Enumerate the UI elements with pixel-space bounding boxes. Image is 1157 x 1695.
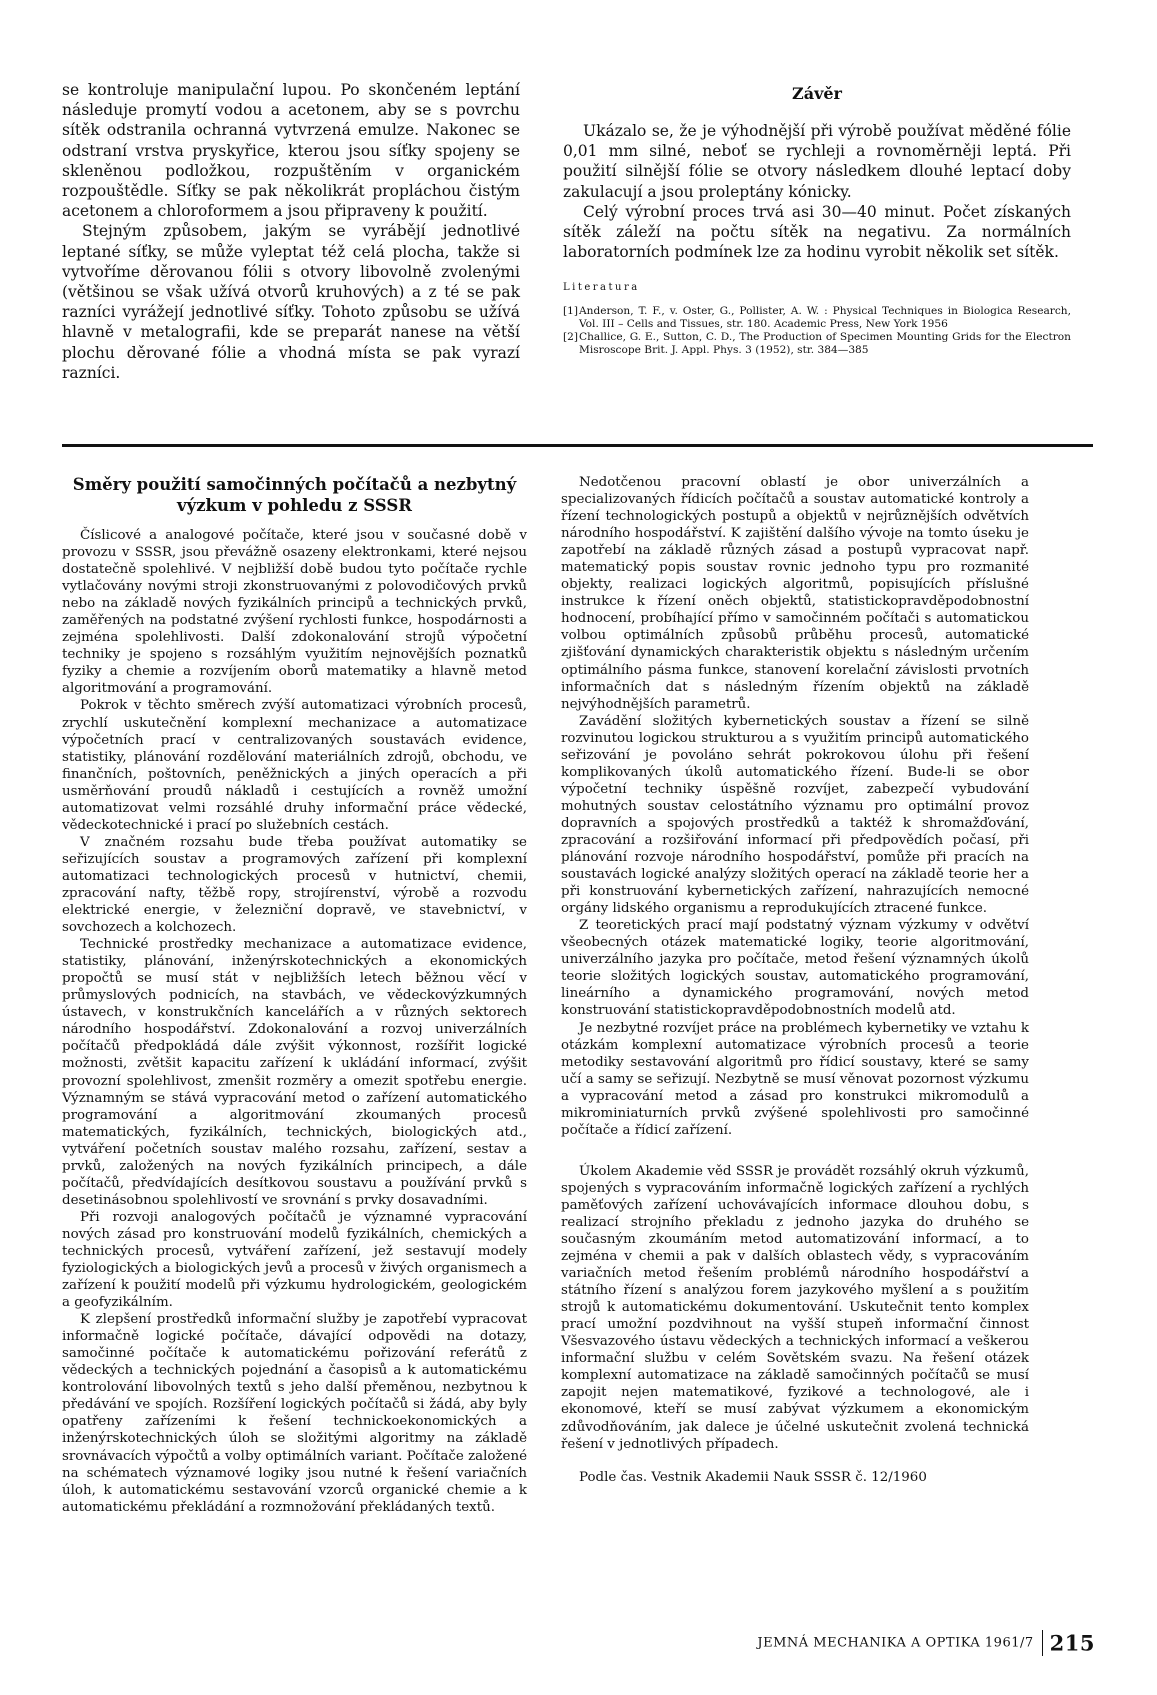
paragraph: Zavádění složitých kybernetických soustav a řízení se silně rozvinutou logickou strukturou a s využitím principů automatického seřizování je povoláno sehrát pokrokovou úlohu při řešení komplikovaných úkolů automatického řízení. Bude-li se obor výpočetní techniky úspěšně rozvíjet, zabezpečí vybudování mohutných soustav celostátního významu pro optimální provoz dopravních a spojových prostředků a taktéž k shromažďování, zpracování a rozšiřování informací při předpovědích počasí, při plánování rozvoje národního hospodářství, pomůže při pracích na soustavách logické analýzy složitých operací na základě teorie her a při konstruování kybernetických zařízení, nahrazujících nemocné orgány lidského organismu a reprodukujících ztracené funkce. bbox=[561, 713, 1029, 917]
paragraph: Při rozvoji analogových počítačů je významné vypracování nových zásad pro konstruování modelů fyzikálních, chemických a technických procesů, vytváření zařízení, jež sestavují modely fyziologických a biologických jevů a procesů v živých organismech a zařízení k použití modelů při výzkumu hydrologickém, geologickém a geofyzikálním. bbox=[62, 1209, 527, 1311]
reference-number: [1] bbox=[563, 305, 579, 318]
reference-text: Anderson, T. F., v. Oster, G., Pollister, A. W. : Physical Techniques in Biologica Research, Vol. III – Cells and Tissues, str. 180. Academic Press, New York 1956 bbox=[579, 305, 1071, 331]
reference-item bbox=[563, 305, 1071, 331]
paragraph: K zlepšení prostředků informační služby je zapotřebí vypracovat informačně logické počítače, dávající odpovědi na dotazy, samočinné počítače k automatickému pořizování referátů z vědeckých a technických pojednání a časopisů a k automatickému kontrolování libovolných textů s jeho další přeměnou, nezbytnou k předávání ve spojích. Rozšíření logických počítačů si žádá, aby byly opatřeny zařízeními k řešení technickoekonomických a inženýrskotechnických úloh se složitými algoritmy na základě srovnávacích výpočtů a volby optimálních variant. Počítače založené na schématech významové logiky jsou nutné k řešení variačních úloh, k automatickému sestavování vzorců organické chemie a k automatickému překládání a rozmnožování překládaných textů. bbox=[62, 1312, 527, 1515]
paragraph: V značném rozsahu bude třeba používat automatiky se seřizujících soustav a programových zařízení při komplexní automatizaci technologických procesů v hutnictví, chemii, zpracování nafty, těžbě ropy, strojírenství, výrobě a rozvodu elektrické energie, v železniční dopravě, ve stavebnictví, v sovchozech a kolchozech. bbox=[62, 834, 527, 936]
footer-separator bbox=[1042, 1630, 1043, 1656]
paragraph: Ukázalo se, že je výhodnější při výrobě používat měděné fólie 0,01 mm silné, neboť se rychleji a rovnoměrněji leptá. Při použití silnější fólie se otvory následkem dlouhé leptací doby zakulacují a jsou proleptány kónicky. bbox=[563, 122, 1071, 201]
paragraph: Je nezbytné rozvíjet práce na problémech kybernetiky ve vztahu k otázkám komplexní automatizace výrobních procesů a teorie metodiky sestavování algoritmů pro řídicí soustavy, které se samy učí a samy se seřizují. Nezbytně se musí věnovat pozornost výzkumu a vypracování metod a zásad pro konstrukci mikromodulů a mikrominiaturních prvků zvýšené spolehlivosti pro samočinné počítače a řídicí zařízení. bbox=[561, 1020, 1029, 1138]
paragraph: Z teoretických prací mají podstatný význam výzkumy v odvětví všeobecných otázek matematické logiky, teorie algoritmování, univerzálního jazyka pro počítače, metod řešení významných úkolů teorie složitých logických soustav, automatického programování, lineárního a dynamického programování, nových metod konstruování statistickopravděpodobnostních modelů atd. bbox=[561, 918, 1029, 1019]
literature-label: Literatura bbox=[563, 282, 640, 294]
paragraph: Stejným způsobem, jakým se vyrábějí jednotlivé leptané síťky, se může vyleptat též celá plocha, takže si vytvoříme děrovanou fólii s otvory libovolně zvolenými (většinou se však užívá otvorů kruhových) a z té se pak razníci vyrážejí jednotlivé síťky. Tohoto způsobu se užívá hlavně v metalografii, kde se preparát nanese na větší plochu děrované fólie a vhodná místa se pak vyrazí razníci. bbox=[62, 222, 520, 382]
paragraph: se kontroluje manipulační lupou. Po skončeném leptání následuje promytí vodou a acetonem, aby se s povrchu sítěk odstranila ochranná vytvrzená emulze. Nakonec se odstraní vrstva pryskyřice, kterou jsou síťky spojeny se skleněnou podložkou, rozpuštěním v organickém rozpouštědle. Síťky se pak několikrát propláchou čistým acetonem a chloroformem a jsou připraveny k použití. bbox=[62, 81, 520, 221]
conclusion-section bbox=[563, 84, 1071, 357]
article-right-column bbox=[561, 474, 1029, 1486]
page-number: 215 bbox=[1049, 1630, 1095, 1656]
paragraph: Pokrok v těchto směrech zvýší automatizaci výrobních procesů, zrychlí uskutečnění komplexní mechanizace a automatizace výpočetních prací v centralizovaných soustavách evidence, statistiky, plánování rozdělování materiálních zdrojů, obchodu, ve finančních, poštovních, peněžnických a jiných operacích a při usměrňování proudů nákladů i cestujících a rovněž umožní automatizovat velmi rozsáhlé druhy informační práce vědecké, vědeckotechnické i prací po služebních cestách. bbox=[62, 698, 527, 833]
reference-item bbox=[563, 331, 1071, 357]
reference-number: [2] bbox=[563, 331, 579, 344]
top-left-column bbox=[62, 80, 520, 383]
paragraph: Technické prostředky mechanizace a automatizace evidence, statistiky, plánování, inženýrskotechnických a ekonomických propočtů se musí stát v nejbližších letech běžnou věcí v průmyslových podnicích, na stavbách, ve vědeckovýzkumných ústavech, v konstrukčních kancelářích a v různých sektorech národního hospodářství. Zdokonalování a rozvoj univerzálních počítačů předpokládá dále zvýšit výkonnost, rozšířit logické možnosti, zvětšit kapacitu zařízení k ukládání informací, zvýšit provozní spolehlivost, zmenšit rozměry a omezit spotřebu energie. Významným se stává vypracování metod o zařízení automatického programování a algoritmování zkoumaných procesů matematických, fyzikálních, technických, biologických atd., vytváření početních soustav malého rozsahu, zařízení, sestav a prvků, založených na nových fyzikálních principech, a dále počítačů, předvídajících desítkovou soustavu a používání prvků s desetinásobnou spolehlivostí ve srovnání s prvky dosavadními. bbox=[62, 937, 527, 1208]
paragraph: Úkolem Akademie věd SSSR je provádět rozsáhlý okruh výzkumů, spojených s vypracováním informačně logických zařízení a rychlých paměťových zařízení uchovávajících informace dlouhou dobu, s realizací strojního překladu z jednoho jazyka do druhého se současným zkoumáním metod automatizování informací, a to zejména v chemii a pak v dalších oblastech vědy, s vypracováním variačních metod řešením problémů národního hospodářství a státního řízení s analýzou forem jazykového myšlení a s použitím strojů k automatickému dokumentování. Uskutečnit tento komplex prací umožní pozdvihnout na vyšší stupeň informační činnost Všesvazového ústavu vědeckých a technických informací a veškerou informační službu v celém Sovětském svazu. Na řešení otázek komplexní automatizace na základě samočinných počítačů se musí zapojit nejen matematikové, fyzikové a technologové, ale i ekonomové, kteří se musí zabývat výzkumem a ekonomickým zdůvodňováním, jak dalece je účelné uskutečnit zvolená technická řešení v jednotlivých případech. bbox=[561, 1163, 1029, 1452]
section-divider bbox=[62, 444, 1093, 447]
page-footer bbox=[757, 1630, 1095, 1656]
section-title: Závěr bbox=[792, 84, 842, 103]
paragraph: Nedotčenou pracovní oblastí je obor univerzálních a specializovaných řídicích počítačů a soustav automatické kontroly a řízení technologických postupů a objektů v nejrůznějších odvětvích národního hospodářství. K zajištění dalšího vývoje na tomto úseku je zapotřebí na základě různých zásad a postupů vypracovat např. matematický popis soustav rovnic jednoho typu pro rozmanité objekty, realizaci logických algoritmů, popisujících příslušné instrukce k řízení oněch objektů, statistickopravděpodobnostní hodnocení, probíhající přímo v samočinném počítači s automatickou volbou optimálních způsobů průběhu procesů, automatické zjišťování dynamických charakteristik objektu s následným určením optimálního pásma funkce, stanovení korelační závislosti prvotních informačních dat s následným řízením objektů na základě nejvýhodnějších parametrů. bbox=[561, 475, 1029, 712]
source-note: Podle čas. Vestnik Akademii Nauk SSSR č. 12/1960 bbox=[579, 1469, 927, 1485]
article-left-column bbox=[62, 474, 527, 1516]
article-title: Směry použití samočinných počítačů a nezbytný výzkum v pohledu z SSSR bbox=[72, 475, 517, 515]
reference-text: Challice, G. E., Sutton, C. D., The Production of Specimen Mounting Grids for the Electron Misroscope Brit. J. Appl. Phys. 3 (1952), str. 384—385 bbox=[579, 331, 1071, 357]
paragraph: Celý výrobní proces trvá asi 30—40 minut. Počet získaných sítěk záleží na počtu sítěk na negativu. Za normálních laboratorních podmínek lze za hodinu vyrobit několik set sítěk. bbox=[563, 202, 1071, 262]
journal-name: JEMNÁ MECHANIKA A OPTIKA 1961/7 bbox=[757, 1635, 1034, 1651]
paragraph: Číslicové a analogové počítače, které jsou v současné době v provozu v SSSR, jsou převážně osazeny elektronkami, které nejsou dostatečně spolehlivé. V nejbližší době budou tyto počítače rychle vytlačovány novými stroji zkonstruovanými z polovodičových prvků nebo na základě nových fyzikálních principů a technických prvků, zaměřených na podstatné zvýšení rychlosti funkce, hospodárnosti a zejména spolehlivosti. Další zdokonalování strojů výpočetní techniky je spojeno s rozsáhlým využitím nejnovějších poznatků fyziky a chemie a rozvíjením oborů matematiky a hlavně metod algoritmování a programování. bbox=[62, 528, 527, 697]
